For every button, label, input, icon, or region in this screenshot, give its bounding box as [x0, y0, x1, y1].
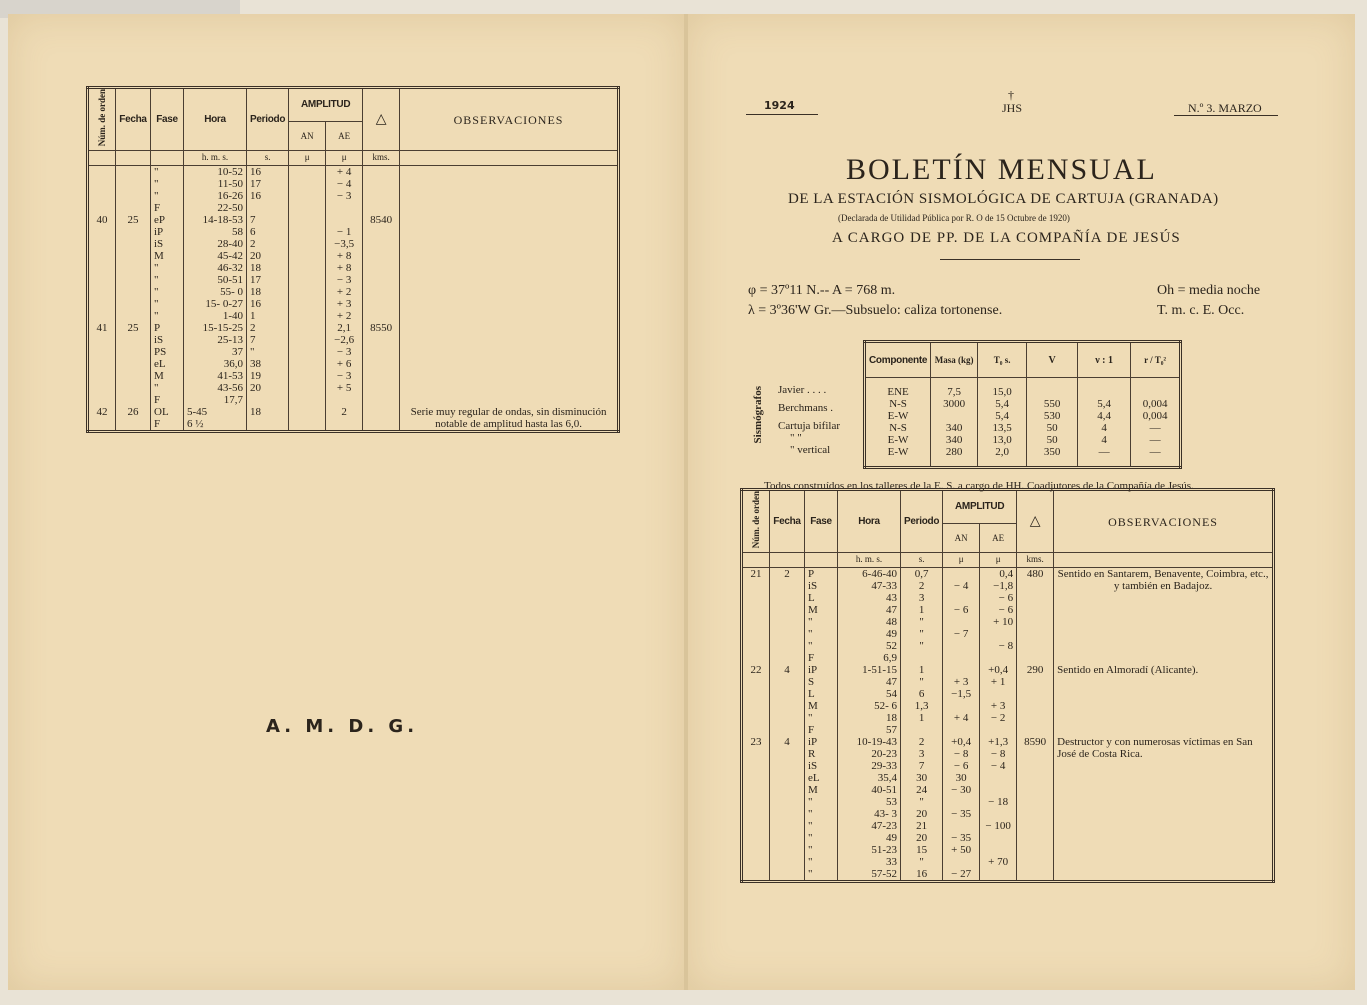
cell-fecha: [116, 166, 151, 215]
seismograph-name: Cartuja bifilar: [778, 420, 841, 432]
cell-delta: 480: [1017, 568, 1054, 665]
bulletin-title: BOLETÍN MENSUAL: [846, 153, 1157, 186]
unit-hora: h. m. s.: [184, 151, 247, 166]
cell-delta: [363, 166, 400, 215]
cell-fase: P iS PS eL M " F: [151, 322, 184, 406]
col-ae-header: AE: [980, 524, 1017, 553]
unit-an: μ: [289, 151, 326, 166]
cell-observaciones: [400, 166, 619, 215]
cell-ae: +1,3 − 8 − 4 − 18 − 100 + 70: [980, 736, 1017, 882]
cell-periodo: 0,7 2 3 1 " " ": [901, 568, 943, 665]
col-amplitud-header: AMPLITUD: [943, 490, 1017, 524]
cell-num: 41: [88, 322, 116, 406]
col-an-header: AN: [943, 524, 980, 553]
declaration-note: (Declarada de Utilidad Pública por R. O de 15 Octubre de 1920): [838, 213, 1070, 223]
col-amplitud-header: AMPLITUD: [289, 88, 363, 122]
table-row: [88, 322, 619, 406]
cell-num: 21: [742, 568, 770, 665]
cell-fecha: 4: [770, 664, 805, 736]
cross-symbol: †: [1008, 88, 1014, 102]
left-page: [8, 14, 684, 990]
right-page: [688, 14, 1355, 990]
cell-ae: + 4 − 4 − 3: [326, 166, 363, 215]
seis-header-masa: Masa (kg): [931, 342, 978, 378]
table-row: [88, 166, 619, 215]
jhs-monogram: JHS: [1002, 101, 1023, 115]
cell-hora: 15-15-25 25-13 37 36,0 41-53 43-56 17,7: [184, 322, 247, 406]
coordinates-latitude: φ = 37º11 N.-- A = 768 m.: [748, 283, 896, 298]
cell-hora: 10-19-43 20-23 29-33 35,4 40-51 53 43- 3 47-23 49 51-23 33 57-52: [838, 736, 901, 882]
cell-fecha: 25: [116, 322, 151, 406]
cell-an: − 4 − 6 − 7: [943, 568, 980, 665]
cell-ae: 0,4 −1,8 − 6 − 6 + 10 − 8: [980, 568, 1017, 665]
cell-periodo: 7 6 2 20 18 17 18 16 1: [247, 214, 289, 322]
observations-table-right: [740, 488, 1275, 883]
cell-an: + 3 −1,5 + 4: [943, 664, 980, 736]
cell-hora: 14-18-53 58 28-40 45-42 46-32 50-51 55- 0 15- 0-27 1-40: [184, 214, 247, 322]
seis-header-nu: ν : 1: [1078, 342, 1131, 378]
cell-observaciones: Serie muy regular de ondas, sin disminución notable de amplitud hasta las 6,0.: [400, 406, 619, 432]
col-periodo-header: Periodo: [901, 490, 943, 553]
bulletin-subtitle: DE LA ESTACIÓN SISMOLÓGICA DE CARTUJA (GRANADA): [788, 191, 1219, 207]
col-delta-header: △: [1017, 490, 1054, 553]
seis-masa: 7,5 3000 340 340 280: [931, 378, 978, 468]
seismograph-name: Javier . . . .: [778, 384, 827, 396]
cell-hora: 10-52 11-50 16-26 22-50: [184, 166, 247, 215]
col-num-header: Núm. de orden: [742, 490, 770, 553]
seis-header-t0: T₀ s.: [978, 342, 1027, 378]
cell-fecha: 25: [116, 214, 151, 322]
table-row: [742, 664, 1274, 736]
cell-periodo: 1 " 6 1,3 1: [901, 664, 943, 736]
cell-periodo: 2 3 7 30 24 " 20 21 20 15 " 16: [901, 736, 943, 882]
cell-observaciones: Sentido en Santarem, Benavente, Coimbra, etc., y también en Badajoz.: [1054, 568, 1274, 665]
table-row: [88, 406, 619, 432]
cell-num: 42: [88, 406, 116, 432]
time-note-tmc: T. m. c. E. Occ.: [1157, 303, 1245, 318]
cell-an: [289, 322, 326, 406]
cell-observaciones: Sentido en Almoradí (Alicante).: [1054, 664, 1274, 736]
col-observaciones-header: OBSERVACIONES: [400, 88, 619, 151]
cell-an: [289, 406, 326, 432]
seis-header-v: V: [1027, 342, 1078, 378]
cell-fase: iP R iS eL M " " " " " " ": [805, 736, 838, 882]
unit-periodo: s.: [247, 151, 289, 166]
unit-an: μ: [943, 553, 980, 568]
seismograph-name: " ": [790, 432, 802, 444]
col-fase-header: Fase: [151, 88, 184, 151]
col-periodo-header: Periodo: [247, 88, 289, 151]
issue-number: N.º 3. MARZO: [1188, 101, 1262, 115]
seis-header-componente: Componente: [865, 342, 931, 378]
cell-periodo: 16 17 16: [247, 166, 289, 215]
seis-v: 550 530 50 50 350: [1027, 378, 1078, 468]
cell-fase: eP iP iS M " " " " ": [151, 214, 184, 322]
observations-table-left: [86, 86, 620, 433]
col-fecha-header: Fecha: [770, 490, 805, 553]
cell-periodo: 2 7 " 38 19 20: [247, 322, 289, 406]
unit-delta: kms.: [363, 151, 400, 166]
seis-components: ENE N-S E-W N-S E-W E-W: [865, 378, 931, 468]
cell-observaciones: [400, 322, 619, 406]
unit-hora: h. m. s.: [838, 553, 901, 568]
seis-t0: 15,0 5,4 5,4 13,5 13,0 2,0: [978, 378, 1027, 468]
unit-periodo: s.: [901, 553, 943, 568]
unit-ae: μ: [326, 151, 363, 166]
cell-delta: 8550: [363, 322, 400, 406]
cell-an: [289, 166, 326, 215]
cell-ae: − 1 −3,5 + 8 + 8 − 3 + 2 + 3 + 2: [326, 214, 363, 322]
table-row: [88, 214, 619, 322]
table-row: [742, 568, 1274, 665]
cell-ae: 2,1 −2,6 − 3 + 6 − 3 + 5: [326, 322, 363, 406]
cell-fecha: 4: [770, 736, 805, 882]
col-hora-header: Hora: [184, 88, 247, 151]
cell-delta: 290: [1017, 664, 1054, 736]
cell-fecha: 26: [116, 406, 151, 432]
time-note-midnight: Oh = media noche: [1157, 283, 1261, 298]
cell-hora: 5-45 6 ½: [184, 406, 247, 432]
workshops-note: Todos construídos en los talleres de la E. S. a cargo de HH. Coadjutores de la Compañía de Jesús.: [764, 480, 1194, 492]
coordinates-longitude: λ = 3º36'W Gr.—Subsuelo: caliza tortonense.: [748, 303, 1003, 318]
units-row: [88, 151, 619, 166]
units-row: [742, 553, 1274, 568]
seis-r: 0,004 0,004 — — —: [1131, 378, 1181, 468]
cell-fase: P iS L M " " " F: [805, 568, 838, 665]
table-row: [742, 736, 1274, 882]
cell-num: 40: [88, 214, 116, 322]
col-observaciones-header: OBSERVACIONES: [1054, 490, 1274, 553]
cell-num: 22: [742, 664, 770, 736]
cell-hora: 6-46-40 47-33 43 47 48 49 52 6,9: [838, 568, 901, 665]
seis-nu: 5,4 4,4 4 4 —: [1078, 378, 1131, 468]
charge-line: A CARGO DE PP. DE LA COMPAÑÍA DE JESÚS: [832, 230, 1181, 246]
seismograph-name: Berchmans .: [778, 402, 833, 414]
col-fase-header: Fase: [805, 490, 838, 553]
seismographs-side-label: Sismógrafos: [752, 386, 764, 444]
unit-delta: kms.: [1017, 553, 1054, 568]
seismographs-table: [863, 340, 1182, 469]
cell-periodo: 18: [247, 406, 289, 432]
header-rule-right: [1174, 115, 1278, 116]
cell-fase: OL F: [151, 406, 184, 432]
cell-fecha: 2: [770, 568, 805, 665]
cell-an: [289, 214, 326, 322]
col-num-header: Núm. de orden: [88, 88, 116, 151]
seismograph-names: [778, 384, 840, 456]
header-rule-left: [746, 114, 818, 115]
col-hora-header: Hora: [838, 490, 901, 553]
unit-ae: μ: [980, 553, 1017, 568]
seis-header-r: r / T₀²: [1131, 342, 1181, 378]
cell-an: +0,4 − 8 − 6 30 − 30 − 35 − 35 + 50 − 27: [943, 736, 980, 882]
cell-ae: 2: [326, 406, 363, 432]
cell-num: [88, 166, 116, 215]
title-rule: [940, 259, 1080, 260]
cell-ae: +0,4 + 1 + 3 − 2: [980, 664, 1017, 736]
cell-delta: [363, 406, 400, 432]
seismograph-name: " vertical: [790, 444, 831, 456]
cell-num: 23: [742, 736, 770, 882]
amdg-motto: A. M. D. G.: [266, 716, 419, 737]
cell-observaciones: [400, 214, 619, 322]
cell-delta: 8540: [363, 214, 400, 322]
cell-hora: 1-51-15 47 54 52- 6 18 57: [838, 664, 901, 736]
cell-fase: iP S L M " F: [805, 664, 838, 736]
col-fecha-header: Fecha: [116, 88, 151, 151]
cell-fase: " " " F: [151, 166, 184, 215]
cell-observaciones: Destructor y con numerosas víctimas en San José de Costa Rica.: [1054, 736, 1274, 882]
cell-delta: 8590: [1017, 736, 1054, 882]
year-label: 1924: [764, 99, 795, 112]
col-delta-header: △: [363, 88, 400, 151]
col-an-header: AN: [289, 122, 326, 151]
col-ae-header: AE: [326, 122, 363, 151]
